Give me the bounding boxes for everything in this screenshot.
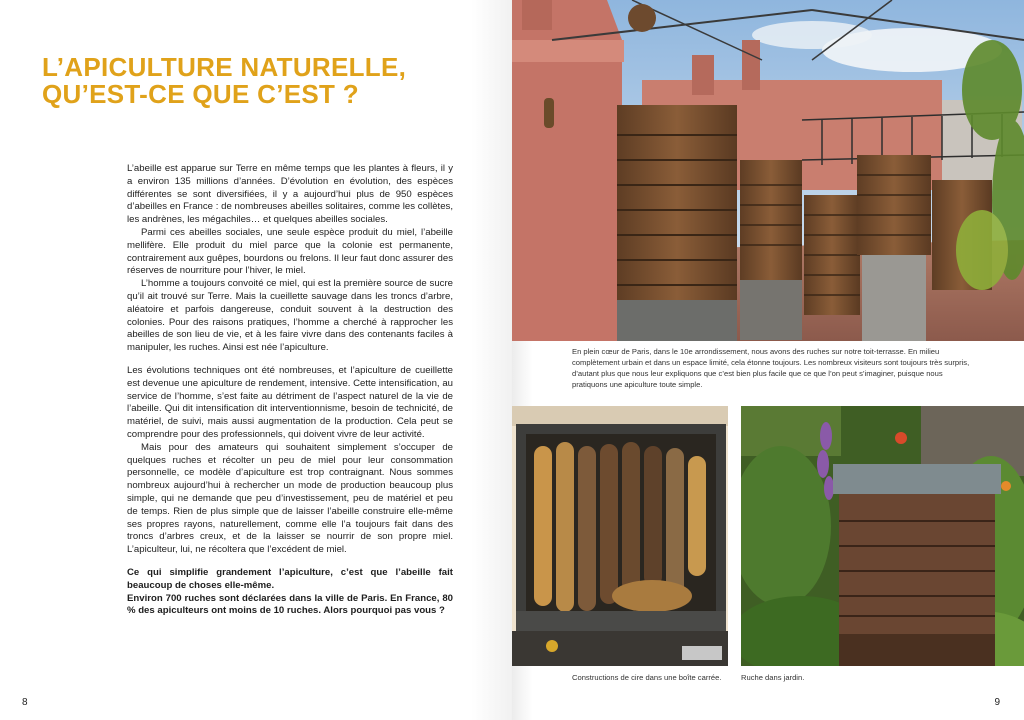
paragraph-3: L’homme a toujours convoité ce miel, qui est la première source de sucre qu’il ait trouvé sur Terre. Mais la cueillette sauvage dans les troncs d’arbre, aléatoire et parfois dangereuse, conduit souvent à la destruction des colonies. Pour des raisons pratiques, l’homme a cherché à rapprocher les abeilles de son lieu de vie, et à les faire vivre dans des contenants faciles à manipuler, les ruches. Ainsi est née l’apiculture. [127,278,453,354]
page-number-right: 9 [994,697,1000,708]
paragraph-2: Parmi ces abeilles sociales, une seule espèce produit du miel, l’abeille mellifère. Elle produit du miel parce que la colonie est permanente, contrairement aux guêpes, bourdons ou frelons. Il leur faut donc assurer des réserves de nourriture pour l’hiver, le miel. [127,226,453,277]
caption-rooftop: En plein cœur de Paris, dans le 10e arrondissement, nous avons des ruches sur notre toit-terrasse. En milieu complètement urbain et dans un espace limité, cela étonne toujours. Les nombreux visiteurs sont toujours très surpris, d’autant plus que nous leur expliquons que c’est bien plus facile que ce que l’on peut s’imaginer, puisque nous pratiquons une apiculture toute simple. [572,347,970,389]
highlight-1: Ce qui simplifie grandement l’apiculture, c’est que l’abeille fait beaucoup de choses elle-même. [127,566,453,591]
garden-beehive-photo [741,406,1024,666]
chapter-title-line-1: L’APICULTURE NATURELLE, [42,52,407,82]
body-text [127,163,453,618]
caption-garden: Ruche dans jardin. [741,673,805,682]
paragraph-4: Les évolutions techniques ont été nombreuses, et l’apiculture de cueillette est devenue une apiculture de rendement, intensive. Cette intensification, au service de l’homme, s’est faite au détriment de l’aspect naturel de la vie de l’abeille. Qui dit intensification dit interventionnisme, besoin de technicité, de matériel, de suivi, mais aussi augmentation de la production. Cela peut se comprendre pour des professionnels, qui doivent vivre de leur activité. [127,364,453,440]
highlight-2: Environ 700 ruches sont déclarées dans la ville de Paris. En France, 80 % des apiculteurs ont moins de 10 ruches. Alors pourquoi pas vous ? [127,592,453,617]
page-number-left: 8 [22,697,28,708]
chapter-title-line-2: QU’EST-CE QUE C’EST ? [42,79,359,109]
paragraph-5: Mais pour des amateurs qui souhaitent simplement s’occuper de quelques ruches et récolter un peu de miel pour leur consommation personnelle, ce modèle d’apiculture est trop contraignant. Nous sommes nombreux aujourd’hui à rechercher un mode de production beaucoup plus simple, qui ne demande que peu d’investissement, peu de matériel et peu de temps. Rien de plus simple que de laisser l’abeille construire elle-même ses propres rayons, naturellement, comme elle l’a toujours fait dans des troncs d’arbres creux, et de la laisser se nourrir de son propre miel. L’apiculteur, lui, ne récoltera que l’excédent de miel. [127,441,453,556]
rooftop-beehives-photo [512,0,1024,341]
paragraph-1: L’abeille est apparue sur Terre en même temps que les plantes à fleurs, il y a environ 135 millions d’années. D’évolution en évolution, des espèces différentes se sont diversifiées, il y a aujourd’hui plus de 950 espèces d’abeilles en France : de nombreuses abeilles solitaires, comme les collètes, les andrènes, les mégachiles… et quelques abeilles sociales. [127,163,453,226]
chapter-title [42,54,482,108]
caption-honeycomb: Constructions de cire dans une boîte carrée. [572,673,722,682]
honeycomb-box-photo [512,406,728,666]
